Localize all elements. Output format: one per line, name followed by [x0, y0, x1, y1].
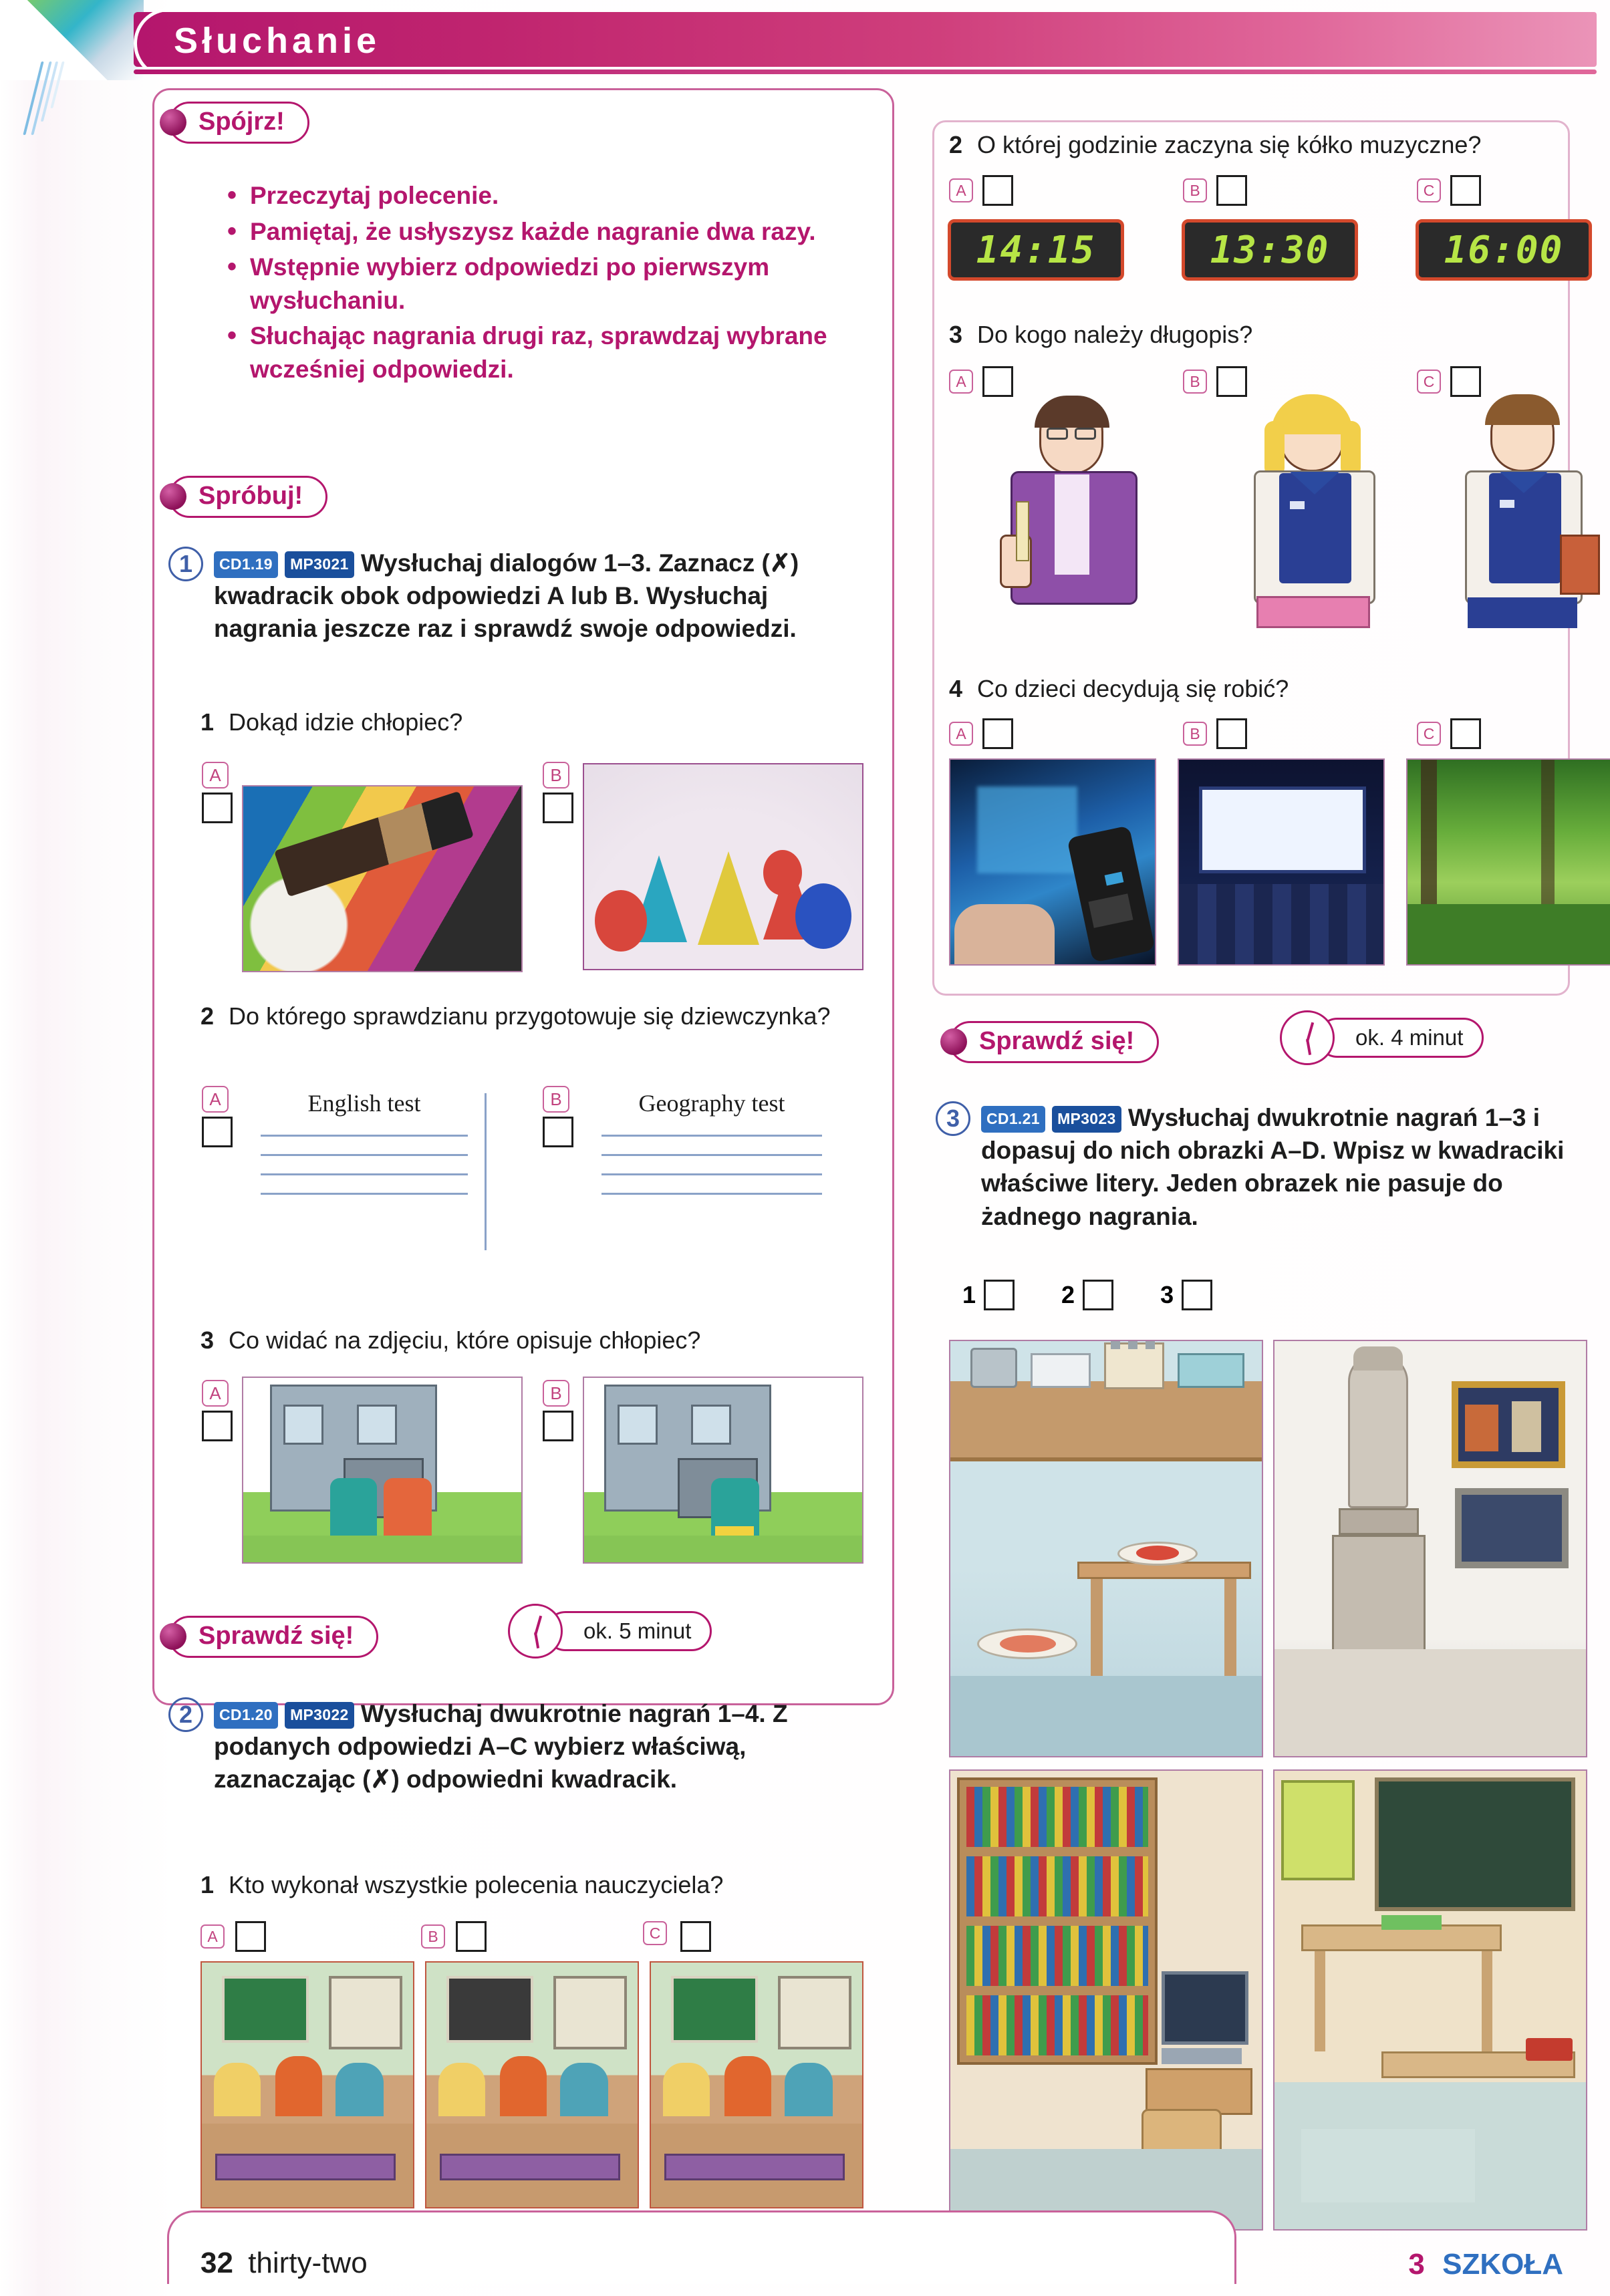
option-letter-a: A	[202, 762, 229, 788]
page-title: Słuchanie	[174, 21, 381, 61]
checkbox-c[interactable]	[1450, 718, 1481, 749]
mp3-track-tag: MP3023	[1052, 1106, 1121, 1133]
task3-answer-2[interactable]	[1061, 1280, 1113, 1310]
task1-q3-image-b[interactable]	[583, 1377, 863, 1564]
right-q3-option-c[interactable]	[1417, 366, 1481, 397]
task-2-instruction-wrap	[214, 1697, 877, 1796]
right-q2-option-c[interactable]	[1417, 175, 1481, 206]
right-q3-text: Do kogo należy długopis?	[977, 321, 1253, 348]
option-letter-a: A	[949, 370, 973, 394]
classroom-image-a	[202, 1963, 413, 2207]
check-label-right	[949, 1021, 1159, 1063]
task1-q1-option-a[interactable]	[202, 762, 233, 823]
checkbox-c[interactable]	[680, 1921, 711, 1952]
tv-remote-image	[950, 760, 1155, 964]
digital-clock-a	[948, 219, 1124, 281]
cd-track-tag: CD1.19	[214, 551, 278, 578]
header-arc-decoration	[134, 8, 227, 79]
task2-q1-image-a[interactable]	[200, 1961, 414, 2208]
answer-label-1: 1	[962, 1281, 976, 1308]
option-letter-b: B	[1183, 722, 1207, 746]
lab-classroom-image	[1274, 1771, 1586, 2229]
task1-q3	[200, 1326, 700, 1354]
checkbox-c[interactable]	[1450, 175, 1481, 206]
task3-answer-row	[962, 1280, 1212, 1310]
teacher-illustration	[976, 401, 1176, 635]
bullet-dot-icon	[160, 109, 186, 136]
list-item: • Słuchając nagrania drugi raz, sprawdzaj wybrane wcześniej odpowiedzi.	[227, 319, 869, 386]
clock-icon	[1280, 1010, 1335, 1065]
task1-q3-image-a[interactable]	[242, 1377, 523, 1564]
checkbox-a[interactable]	[982, 718, 1013, 749]
check-text-right: Sprawdź się!	[979, 1027, 1135, 1055]
sprobuj-label	[168, 476, 327, 518]
option-letter-c: C	[643, 1921, 667, 1945]
answer-label-2: 2	[1061, 1281, 1075, 1308]
sprobuj-text: Spróbuj!	[198, 482, 303, 510]
task1-q3-number: 3	[200, 1326, 215, 1354]
geography-test-title: Geography test	[638, 1090, 785, 1117]
list-item: • Pamiętaj, że usłyszysz każde nagranie dwa razy.	[227, 215, 869, 249]
checkbox-b[interactable]	[1216, 718, 1247, 749]
right-q2-text: O której godzinie zaczyna się kółko muzyczne?	[977, 131, 1482, 158]
task1-q1-option-b[interactable]	[543, 762, 573, 823]
page-number-word: thirty-two	[248, 2247, 368, 2279]
task-3-number: 3	[936, 1101, 970, 1136]
chapter-name: SZKOŁA	[1442, 2248, 1563, 2281]
option-letter-b: B	[543, 1086, 569, 1113]
task-3-header	[936, 1101, 1597, 1233]
task1-q2	[200, 1002, 842, 1030]
checkbox-a[interactable]	[982, 175, 1013, 206]
bullet-dot-icon	[940, 1028, 967, 1055]
right-q4-image-b[interactable]	[1178, 758, 1385, 966]
right-q3-option-a[interactable]	[949, 366, 1013, 397]
task-1-number: 1	[168, 547, 203, 581]
task3-picture-c[interactable]	[949, 1769, 1263, 2231]
bullet-dot-icon	[160, 1623, 186, 1650]
right-q2-option-a[interactable]	[949, 175, 1013, 206]
check-text-left: Sprawdź się!	[198, 1622, 354, 1650]
option-letter-a: A	[949, 178, 973, 202]
clock-time-b: 13:30	[1210, 228, 1330, 272]
right-q4-number: 4	[949, 675, 963, 702]
classroom-image-b	[426, 1963, 638, 2207]
paper-divider	[485, 1093, 487, 1250]
option-letter-a: A	[202, 1086, 229, 1113]
answer-input-1[interactable]	[984, 1280, 1015, 1310]
clock-icon	[508, 1604, 563, 1659]
clock-time-c: 16:00	[1444, 228, 1564, 272]
paint-palette-image	[243, 786, 521, 971]
bullet-dot-icon	[160, 483, 186, 510]
geography-test-paper	[595, 1089, 829, 1256]
clock-time-a: 14:15	[976, 228, 1096, 272]
checkbox-a[interactable]	[202, 1411, 233, 1441]
checkbox-a[interactable]	[202, 1117, 233, 1147]
task2-q1-option-b[interactable]	[421, 1921, 487, 1952]
classroom-image-c	[651, 1963, 862, 2207]
task-2-header	[168, 1697, 877, 1796]
canteen-image	[950, 1341, 1262, 1756]
checkbox-b[interactable]	[543, 793, 573, 823]
right-q4-option-c[interactable]	[1417, 718, 1481, 749]
english-test-title: English test	[307, 1090, 421, 1117]
check-label-left	[168, 1616, 378, 1658]
task1-q1-image-a[interactable]	[242, 785, 523, 972]
museum-image	[1274, 1341, 1586, 1756]
right-q2-number: 2	[949, 131, 963, 158]
spojrz-label	[168, 102, 309, 144]
option-letter-b: B	[421, 1924, 445, 1949]
chapter-number: 3	[1408, 2248, 1425, 2281]
task1-q2-option-b[interactable]	[543, 1086, 573, 1147]
boy-illustration	[1450, 401, 1610, 635]
time-estimate-right	[1280, 1010, 1484, 1065]
mp3-track-tag: MP3021	[285, 551, 354, 578]
cinema-image	[1179, 760, 1383, 964]
checkbox-a[interactable]	[202, 793, 233, 823]
decorative-stripes	[32, 61, 92, 142]
option-letter-b: B	[1183, 178, 1207, 202]
option-letter-c: C	[1417, 178, 1441, 202]
option-letter-a: A	[202, 1380, 229, 1407]
checkbox-a[interactable]	[982, 366, 1013, 397]
task2-q1	[200, 1871, 723, 1899]
task1-q2-text: Do którego sprawdzianu przygotowuje się dziewczynka?	[229, 1002, 831, 1030]
task2-q1-image-b[interactable]	[425, 1961, 639, 2208]
task3-answer-3[interactable]	[1160, 1280, 1212, 1310]
mp3-track-tag: MP3022	[285, 1702, 354, 1729]
option-letter-b: B	[1183, 370, 1207, 394]
option-letter-b: B	[543, 1380, 569, 1407]
task1-q3-text: Co widać na zdjęciu, które opisuje chłopiec?	[229, 1326, 701, 1354]
task3-picture-d[interactable]	[1273, 1769, 1587, 2231]
checkbox-c[interactable]	[1450, 366, 1481, 397]
page-number	[200, 2247, 368, 2280]
cd-track-tag: CD1.20	[214, 1702, 278, 1729]
task-3-instruction: Wysłuchaj dwukrotnie nagrań 1–3 i dopasuj do nich obrazki A–D. Wpisz w kwadraciki właściwe litery. Jeden obrazek nie pasuje do żadnego nagrania.	[981, 1104, 1565, 1230]
answer-input-2[interactable]	[1083, 1280, 1113, 1310]
house-one-boy-image	[584, 1378, 862, 1562]
checkbox-b[interactable]	[1216, 366, 1247, 397]
option-letter-a: A	[200, 1924, 225, 1949]
list-item: • Przeczytaj polecenie.	[227, 179, 869, 212]
task2-q1-option-a[interactable]	[200, 1921, 266, 1952]
list-item: • Wstępnie wybierz odpowiedzi po pierwszym wysłuchaniu.	[227, 251, 869, 317]
time-estimate-left-text: ok. 5 minut	[545, 1611, 712, 1651]
digital-clock-b	[1182, 219, 1358, 281]
party-hats-image	[584, 764, 862, 969]
task3-picture-a[interactable]	[949, 1340, 1263, 1757]
task1-q3-option-b[interactable]	[543, 1380, 573, 1441]
right-q2	[949, 131, 1551, 159]
task2-q1-image-c[interactable]	[650, 1961, 863, 2208]
task1-q3-option-a[interactable]	[202, 1380, 233, 1441]
task1-q1-image-b[interactable]	[583, 763, 863, 970]
option-letter-a: A	[949, 722, 973, 746]
task2-q1-text: Kto wykonał wszystkie polecenia nauczyciela?	[229, 1871, 724, 1898]
task1-q2-number: 2	[200, 1002, 215, 1030]
checkbox-b[interactable]	[543, 1411, 573, 1441]
right-q4-text: Co dzieci decydują się robić?	[977, 675, 1289, 702]
digital-clock-c	[1416, 219, 1592, 281]
right-q4	[949, 675, 1551, 703]
right-q4-image-a[interactable]	[949, 758, 1156, 966]
answer-label-3: 3	[1160, 1281, 1174, 1308]
task1-q1-text: Dokąd idzie chłopiec?	[229, 708, 463, 736]
right-q4-option-b[interactable]	[1183, 718, 1247, 749]
task-1-instruction-wrap	[214, 547, 877, 645]
right-q3	[949, 321, 1551, 349]
tips-list	[200, 179, 869, 388]
header-underline	[134, 69, 1597, 74]
answer-input-3[interactable]	[1182, 1280, 1212, 1310]
forest-image	[1407, 760, 1610, 964]
task-1-instruction: Wysłuchaj dialogów 1–3. Zaznacz (✗) kwadracik obok odpowiedzi A lub B. Wysłuchaj nagrania jeszcze raz i sprawdź swoje odpowiedzi.	[214, 549, 799, 643]
task3-answer-1[interactable]	[962, 1280, 1015, 1310]
right-q4-image-c[interactable]	[1406, 758, 1610, 966]
right-q4-option-a[interactable]	[949, 718, 1013, 749]
girl-illustration	[1216, 401, 1417, 635]
english-test-paper	[254, 1089, 475, 1256]
cd-track-tag: CD1.21	[981, 1106, 1045, 1133]
task1-q1-number: 1	[200, 708, 215, 736]
task3-picture-b[interactable]	[1273, 1340, 1587, 1757]
time-estimate-left	[508, 1604, 712, 1659]
task-2-instruction: Wysłuchaj dwukrotnie nagrań 1–4. Z podanych odpowiedzi A–C wybierz właściwą, zaznaczając (✗) odpowiedni kwadracik.	[214, 1700, 788, 1793]
spojrz-text: Spójrz!	[198, 108, 285, 136]
chapter-label	[1408, 2248, 1563, 2281]
checkbox-a[interactable]	[235, 1921, 266, 1952]
right-q3-number: 3	[949, 321, 963, 348]
checkbox-b[interactable]	[456, 1921, 487, 1952]
task-3-instruction-wrap	[981, 1101, 1597, 1233]
task-2-number: 2	[168, 1697, 203, 1732]
page-number-digit: 32	[200, 2247, 233, 2279]
checkbox-b[interactable]	[1216, 175, 1247, 206]
option-letter-b: B	[543, 762, 569, 788]
option-letter-c: C	[1417, 370, 1441, 394]
right-q3-option-b[interactable]	[1183, 366, 1247, 397]
task1-q1	[200, 708, 462, 736]
task1-q2-option-a[interactable]	[202, 1086, 233, 1147]
time-estimate-right-text: ok. 4 minut	[1317, 1018, 1484, 1058]
task-1-header	[168, 547, 877, 645]
right-q2-option-b[interactable]	[1183, 175, 1247, 206]
checkbox-b[interactable]	[543, 1117, 573, 1147]
task2-q1-number: 1	[200, 1871, 215, 1898]
option-letter-c: C	[1417, 722, 1441, 746]
page-header-banner	[134, 12, 1597, 67]
house-two-boys-image	[243, 1378, 521, 1562]
library-image	[950, 1771, 1262, 2229]
